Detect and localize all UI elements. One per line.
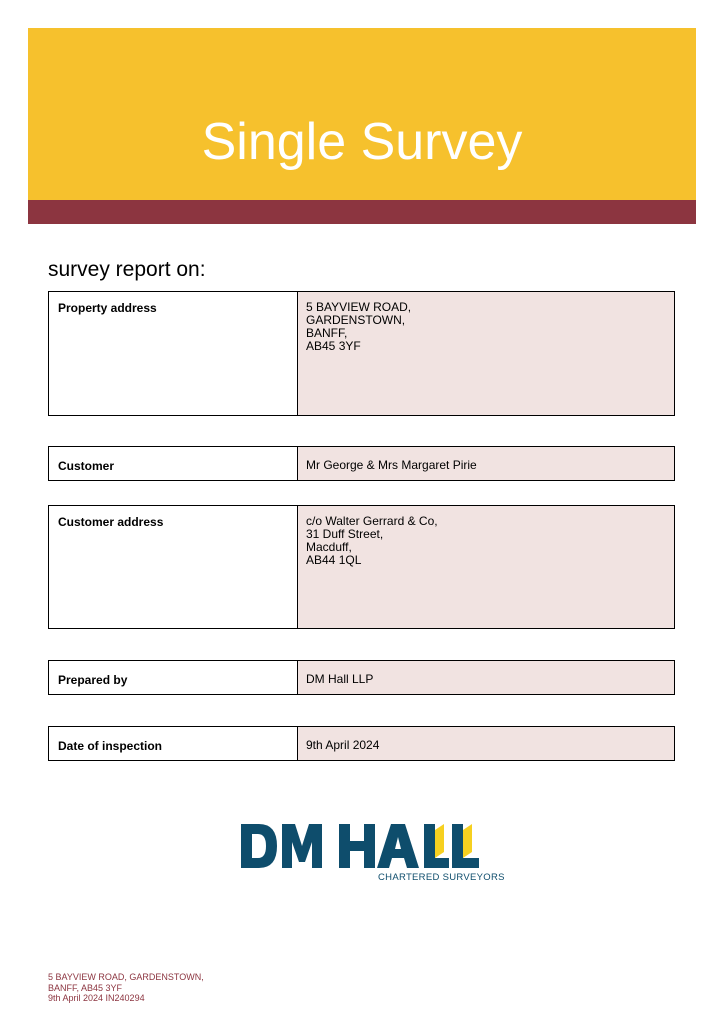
property-address-label: Property address bbox=[49, 292, 298, 415]
prepared-by-value: DM Hall LLP bbox=[298, 661, 674, 694]
customer-box bbox=[48, 446, 675, 481]
prepared-by-label: Prepared by bbox=[49, 661, 298, 694]
customer-value: Mr George & Mrs Margaret Pirie bbox=[298, 447, 674, 480]
dm-hall-logo bbox=[241, 822, 505, 886]
customer-address-label: Customer address bbox=[49, 506, 298, 628]
logo-tagline: CHARTERED SURVEYORS bbox=[378, 872, 505, 883]
footer-line: BANFF, AB45 3YF bbox=[48, 982, 123, 993]
address-line: AB45 3YF bbox=[306, 339, 361, 353]
report-subtitle: survey report on: bbox=[48, 258, 206, 281]
prepared-by-box bbox=[48, 660, 675, 695]
property-address-value bbox=[298, 292, 674, 415]
address-line: AB44 1QL bbox=[306, 553, 362, 567]
date-of-inspection-box bbox=[48, 726, 675, 761]
page-title: Single Survey bbox=[201, 113, 523, 171]
banner-stripe bbox=[28, 200, 696, 224]
address-line: GARDENSTOWN, bbox=[306, 313, 406, 327]
address-line: 5 BAYVIEW ROAD, bbox=[306, 300, 412, 314]
date-of-inspection-value: 9th April 2024 bbox=[298, 727, 674, 760]
address-line: 31 Duff Street, bbox=[306, 527, 384, 541]
property-address-box bbox=[48, 291, 675, 416]
footer-line: 5 BAYVIEW ROAD, GARDENSTOWN, bbox=[48, 972, 204, 982]
customer-label: Customer bbox=[49, 447, 298, 480]
date-of-inspection-label: Date of inspection bbox=[49, 727, 298, 760]
customer-address-box bbox=[48, 505, 675, 629]
address-line: BANFF, bbox=[306, 326, 348, 340]
address-line: c/o Walter Gerrard & Co, bbox=[306, 514, 438, 528]
title-banner bbox=[28, 28, 696, 200]
customer-address-value bbox=[298, 506, 674, 628]
page-footer bbox=[48, 972, 204, 1004]
address-line: Macduff, bbox=[306, 540, 352, 554]
footer-line: 9th April 2024 IN240294 bbox=[48, 993, 145, 1003]
